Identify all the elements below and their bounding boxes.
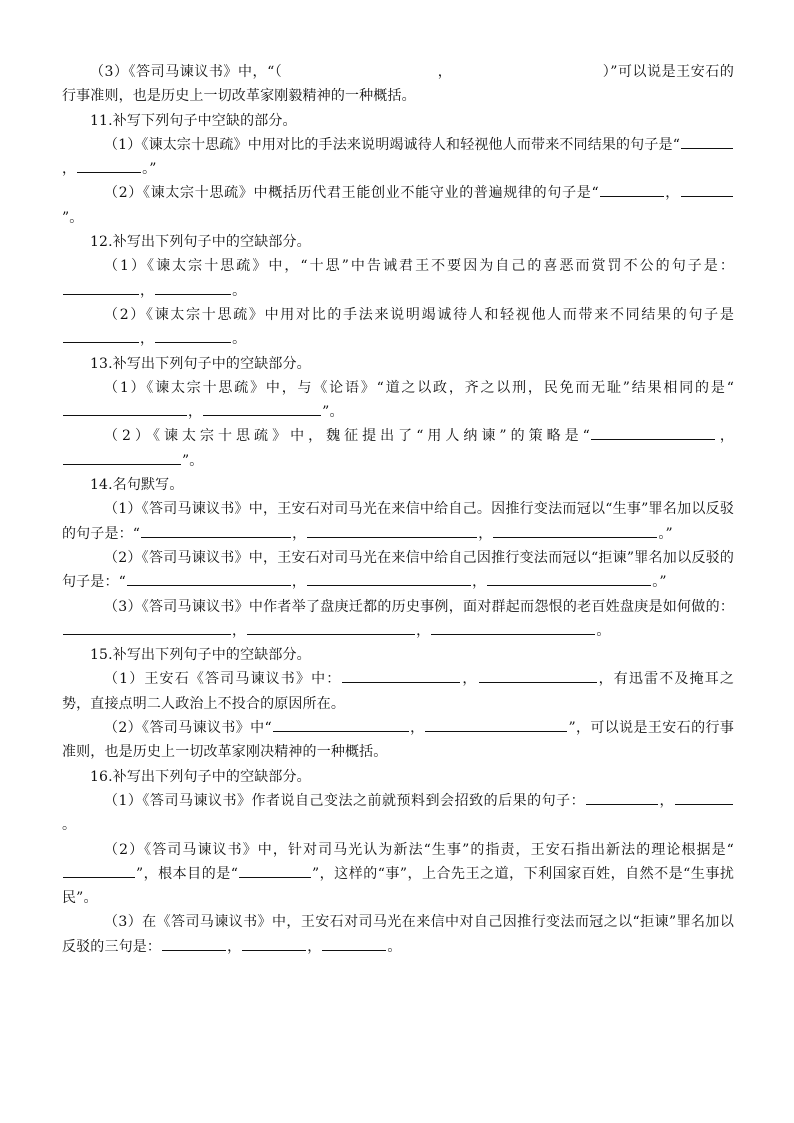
- q16-item-3: [62, 910, 734, 959]
- q16-item-1-comma: ，: [659, 792, 674, 809]
- q11-item-2: [62, 181, 734, 230]
- answer-blank[interactable]: [63, 400, 187, 416]
- answer-blank[interactable]: [681, 181, 733, 197]
- q11-item-1-comma: ，: [62, 161, 77, 178]
- q14-item-1-end: 。”: [658, 525, 673, 542]
- q12-item-1-prompt: （1）《谏太宗十思疏》中，“十思”中告诫君王不要因为自己的喜恶而赏罚不公的句子是：: [104, 258, 734, 275]
- answer-blank[interactable]: [63, 862, 135, 878]
- q13-item-1-end: ”。: [322, 404, 344, 421]
- answer-blank[interactable]: [586, 789, 658, 805]
- q11-item-1-prompt: （1）《谏太宗十思疏》中用对比的手法来说明竭诚待人和轻视他人而带来不同结果的句子是: [104, 136, 673, 153]
- q14-item-2-end: 。”: [652, 574, 667, 591]
- q14-item-2-prompt: （2）《答司马谏议书》中，王安石对司马光在来信中给自己因推行变法而冠以“拒谏”罪名加以反驳的句子是：“: [62, 549, 734, 591]
- q14-item-3-end: 。: [596, 622, 611, 639]
- q13-title: 13.补写出下列句子中的空缺部分。: [90, 355, 311, 372]
- q15-item-2: [62, 716, 734, 765]
- q12-item-2-comma: ，: [140, 331, 155, 348]
- q16-item-3-comma-1: ，: [227, 938, 242, 955]
- q11-item-2-comma: ，: [664, 185, 681, 202]
- q11-item-1-quote-open: “: [672, 136, 680, 153]
- q12-title: 12.补写出下列句子中的空缺部分。: [90, 234, 311, 251]
- q13-item-2-prompt: （2）《谏太宗十思疏》中，魏征提出了“用人纳谏”的策略是“: [104, 428, 590, 445]
- answer-blank[interactable]: [431, 619, 595, 635]
- answer-blank[interactable]: [307, 570, 471, 586]
- q16-item-1-prompt: （1）《答司马谏议书》作者说自己变法之前就预料到会招致的后果的句子：: [104, 792, 586, 809]
- q13-item-1-prompt: （1）《谏太宗十思疏》中，与《论语》“道之以政，齐之以刑，民免而无耻”结果相同的是: [104, 379, 727, 396]
- worksheet-content: [62, 60, 734, 959]
- answer-blank[interactable]: [63, 279, 139, 295]
- answer-blank[interactable]: [242, 935, 306, 951]
- q11-item-2-prompt: （2）《谏太宗十思疏》中概括历代君王能创业不能守业的普遍规律的句子是“: [104, 185, 599, 202]
- q14-item-1-comma-2: ，: [478, 525, 493, 542]
- q14-item-1-comma-1: ，: [292, 525, 307, 542]
- answer-blank[interactable]: [591, 424, 715, 440]
- q13-item-1-quote-open: “: [726, 379, 734, 396]
- q11-item-1: [62, 133, 734, 182]
- q16-item-3-comma-2: ，: [307, 938, 322, 955]
- q15-item-2-prompt: （2）《答司马谏议书》中“: [104, 720, 272, 737]
- q15-title: 15.补写出下列句子中的空缺部分。: [90, 647, 311, 664]
- q12-item-1-end: 。: [232, 282, 247, 299]
- answer-blank[interactable]: [63, 327, 139, 343]
- answer-blank[interactable]: [77, 157, 141, 173]
- q15-item-2-end: ”，可以说是王安石的行事准则，也是历史上一切改革家刚决精神的一种概括。: [62, 720, 734, 761]
- q11-item-1-end: 。”: [142, 161, 157, 178]
- answer-blank[interactable]: [487, 570, 651, 586]
- answer-blank[interactable]: [63, 619, 231, 635]
- q16-item-3-end: 。: [387, 938, 402, 955]
- answer-blank[interactable]: [479, 667, 597, 683]
- answer-blank[interactable]: [162, 935, 226, 951]
- q12-item-1-comma: ，: [140, 282, 155, 299]
- q14-item-3-prompt: （3）《答司马谏议书》中作者举了盘庚迁都的历史事例，面对群起而怨恨的老百姓盘庚是如何做的：: [104, 598, 734, 615]
- answer-blank[interactable]: [247, 619, 415, 635]
- answer-blank[interactable]: [425, 716, 567, 732]
- q14-item-3-comma-2: ，: [416, 622, 431, 639]
- q14-item-1-prompt: （1）《答司马谏议书》中，王安石对司马光在来信中给自己。因推行变法而冠以“生事”罪名加以反驳的句子是：“: [62, 501, 734, 542]
- q10-item-3-text-b: ，: [437, 64, 453, 80]
- q13-item-1: [62, 376, 734, 425]
- q12-item-2-prompt: （2）《谏太宗十思疏》中用对比的手法来说明竭诚待人和轻视他人而带来不同结果的句子是: [104, 306, 734, 323]
- answer-blank[interactable]: [675, 789, 733, 805]
- q16-item-1-end: 。: [62, 817, 77, 834]
- q10-item-3-text-c: ）”可以说是王安: [602, 64, 706, 80]
- q12-item-2-end: 。: [232, 331, 247, 348]
- answer-blank[interactable]: [141, 522, 291, 538]
- q12-item-2: [62, 303, 734, 352]
- answer-blank[interactable]: [681, 133, 733, 149]
- q11-title: 11.补写下列句子中空缺的部分。: [90, 112, 297, 129]
- answer-blank[interactable]: [342, 667, 460, 683]
- answer-blank[interactable]: [239, 862, 311, 878]
- q15-item-1-end: ，有迅雷不及掩耳之势，直接点明二人政治上不投合的原因所在。: [62, 671, 735, 712]
- q15-item-1: [62, 667, 734, 716]
- q15-item-2-comma: ，: [409, 720, 425, 737]
- q16-title: 16.补写出下列句子中的空缺部分。: [90, 768, 311, 785]
- q13-item-1-comma: ，: [188, 404, 203, 421]
- q11-item-2-end: ”。: [62, 209, 84, 226]
- q16-item-2-prompt: （2）《答司马谏议书》中，针对司马光认为新法“生事”的指责，王安石指出新法的理论根据是“: [104, 841, 734, 858]
- q16-item-2-end: ”，这样的“事”，上合先王之道，下利国家百姓，自然不是“生事扰民”。: [62, 865, 734, 907]
- answer-blank[interactable]: [155, 327, 231, 343]
- q15-item-1-prompt: （1）王安石《答司马谏议书》中：: [104, 671, 342, 688]
- q14-item-2-comma-1: ，: [291, 574, 307, 591]
- q14-item-3: [62, 595, 734, 644]
- q16-item-3-prompt: （3）在《答司马谏议书》中，王安石对司马光在来信中对自己因推行变法而冠之以“拒谏”罪名加以反驳的三句是：: [62, 914, 734, 955]
- answer-blank[interactable]: [273, 716, 409, 732]
- q14-item-2-comma-2: ，: [472, 574, 487, 591]
- q14-item-3-comma-1: ，: [232, 622, 247, 639]
- q12-item-1: [62, 254, 734, 303]
- q14-item-2: [62, 546, 734, 595]
- answer-blank[interactable]: [322, 935, 386, 951]
- q10-item-3-text-d: 石的行事准则，也是历史上一切改革家刚毅精神的一种概括。: [62, 64, 734, 105]
- q13-item-2-comma: ，: [715, 428, 735, 445]
- q16-item-2: [62, 838, 734, 911]
- q16-item-1: [62, 789, 734, 838]
- answer-blank[interactable]: [63, 449, 181, 465]
- q14-item-1: [62, 497, 734, 546]
- answer-blank[interactable]: [155, 279, 231, 295]
- q10-item-3: [62, 60, 734, 109]
- q14-title: 14.名句默写。: [90, 477, 184, 494]
- q13-item-2: [62, 424, 734, 473]
- answer-blank[interactable]: [127, 570, 291, 586]
- q16-item-2-middle: ”，根本目的是“: [136, 865, 239, 882]
- answer-blank[interactable]: [493, 522, 657, 538]
- q15-item-1-comma: ，: [461, 671, 478, 688]
- answer-blank[interactable]: [203, 400, 321, 416]
- q10-item-3-text-a: （3）《答司马谏议书》中，“（: [90, 64, 283, 80]
- answer-blank[interactable]: [600, 181, 664, 197]
- q13-item-2-end: ”。: [182, 452, 204, 469]
- answer-blank[interactable]: [307, 522, 477, 538]
